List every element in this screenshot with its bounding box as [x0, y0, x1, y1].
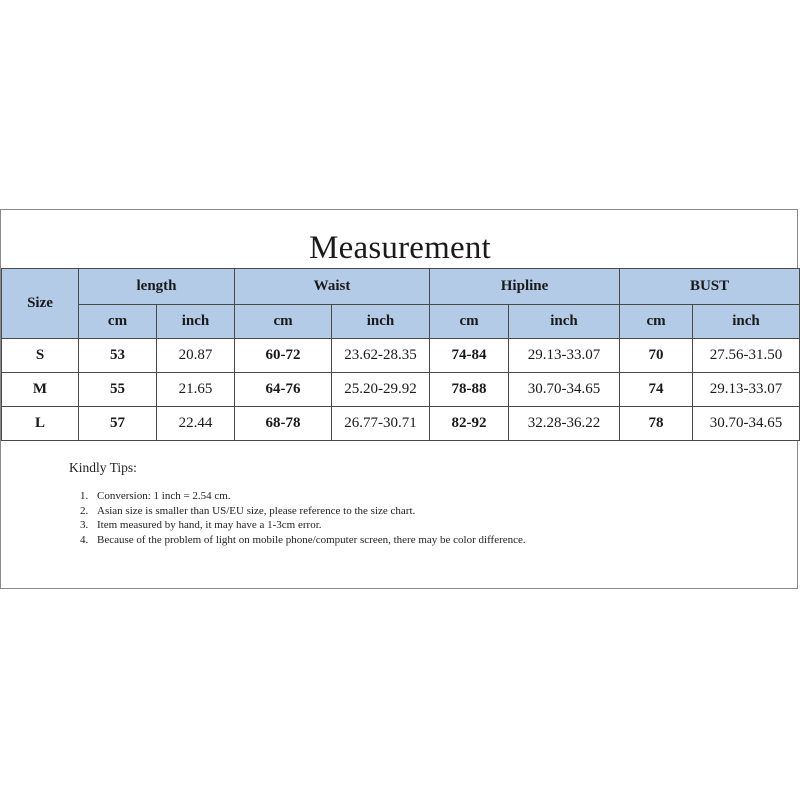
length-inch-cell: 22.44: [157, 407, 235, 441]
unit-length-cm: cm: [79, 305, 157, 339]
tips-title: Kindly Tips:: [69, 460, 137, 475]
table-row: [2, 407, 800, 441]
bust-cm-cell: 78: [620, 407, 693, 441]
hip-inch-cell: 29.13-33.07: [509, 339, 620, 373]
hip-cm-cell: 74-84: [430, 339, 509, 373]
hip-cm-cell: 78-88: [430, 373, 509, 407]
length-inch-cell: 21.65: [157, 373, 235, 407]
waist-inch-cell: 23.62-28.35: [332, 339, 430, 373]
bust-cm-cell: 70: [620, 339, 693, 373]
waist-cm-cell: 64-76: [235, 373, 332, 407]
size-cell: M: [2, 373, 79, 407]
tip-item: 2. Asian size is smaller than US/EU size, please reference to the size chart.: [91, 504, 629, 519]
length-cm-cell: 55: [79, 373, 157, 407]
unit-hip-cm: cm: [430, 305, 509, 339]
bust-inch-cell: 30.70-34.65: [693, 407, 800, 441]
size-chart-sheet: [0, 209, 798, 589]
waist-inch-cell: 26.77-30.71: [332, 407, 430, 441]
header-row-groups: [2, 269, 800, 305]
tip-item: 4. Because of the problem of light on mobile phone/computer screen, there may be color difference.: [91, 533, 629, 548]
bust-inch-cell: 29.13-33.07: [693, 373, 800, 407]
table-row: [2, 339, 800, 373]
header-bust: BUST: [620, 269, 800, 305]
unit-waist-inch: inch: [332, 305, 430, 339]
header-waist: Waist: [235, 269, 430, 305]
header-hipline: Hipline: [430, 269, 620, 305]
unit-hip-inch: inch: [509, 305, 620, 339]
tip-item: 1. Conversion: 1 inch = 2.54 cm.: [91, 489, 629, 504]
unit-waist-cm: cm: [235, 305, 332, 339]
waist-cm-cell: 60-72: [235, 339, 332, 373]
table-row: [2, 373, 800, 407]
waist-inch-cell: 25.20-29.92: [332, 373, 430, 407]
waist-cm-cell: 68-78: [235, 407, 332, 441]
length-inch-cell: 20.87: [157, 339, 235, 373]
unit-bust-cm: cm: [620, 305, 693, 339]
header-size: Size: [2, 269, 79, 339]
size-table: [1, 268, 800, 441]
size-cell: S: [2, 339, 79, 373]
tips-list: [69, 489, 629, 547]
hip-inch-cell: 32.28-36.22: [509, 407, 620, 441]
page-title: Measurement: [309, 230, 491, 266]
kindly-tips: [69, 460, 629, 547]
bust-inch-cell: 27.56-31.50: [693, 339, 800, 373]
hip-cm-cell: 82-92: [430, 407, 509, 441]
bust-cm-cell: 74: [620, 373, 693, 407]
size-cell: L: [2, 407, 79, 441]
length-cm-cell: 57: [79, 407, 157, 441]
unit-length-inch: inch: [157, 305, 235, 339]
header-length: length: [79, 269, 235, 305]
length-cm-cell: 53: [79, 339, 157, 373]
hip-inch-cell: 30.70-34.65: [509, 373, 620, 407]
tip-item: 3. Item measured by hand, it may have a 1-3cm error.: [91, 518, 629, 533]
header-row-units: [2, 305, 800, 339]
unit-bust-inch: inch: [693, 305, 800, 339]
